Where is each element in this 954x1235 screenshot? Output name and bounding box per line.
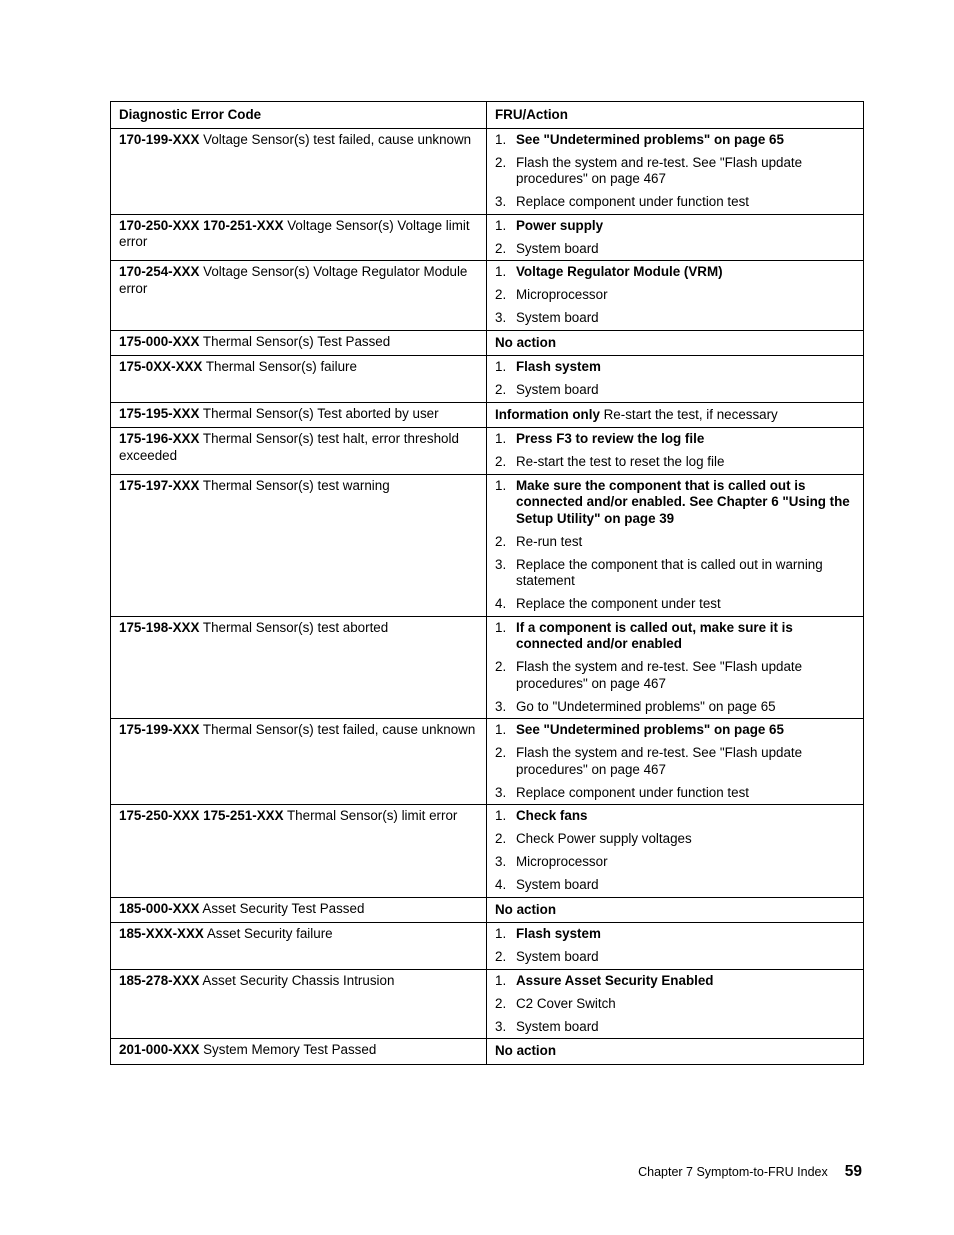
page-footer xyxy=(638,1163,862,1181)
action-text: See "Undetermined problems" on page 65 xyxy=(516,722,784,737)
error-code-cell xyxy=(111,474,487,616)
error-code: 185-278-XXX xyxy=(119,972,200,988)
action-number: 1. xyxy=(495,808,507,823)
action-list xyxy=(495,620,855,716)
action-number: 1. xyxy=(495,722,507,737)
action-text: System board xyxy=(516,382,599,397)
error-code-cell xyxy=(111,1039,487,1065)
action-text: C2 Cover Switch xyxy=(516,995,616,1011)
error-description: Asset Security Test Passed xyxy=(199,900,365,916)
error-description: Thermal Sensor(s) test failed, cause unknown xyxy=(199,722,476,737)
action-number: 3. xyxy=(495,556,507,572)
action-text: Re-run test xyxy=(516,533,583,549)
action-item xyxy=(495,596,855,613)
action-item xyxy=(495,745,855,778)
action-list xyxy=(495,431,855,471)
error-code: 175-196-XXX xyxy=(119,431,200,446)
action-text: Replace component under function test xyxy=(516,194,749,209)
action-list xyxy=(495,722,855,801)
chapter-title: Chapter 7 Symptom-to-FRU Index xyxy=(638,1165,828,1179)
action-item xyxy=(495,996,855,1013)
error-code: 170-254-XXX xyxy=(119,264,200,279)
error-description: Thermal Sensor(s) limit error xyxy=(283,808,458,823)
error-code-cell xyxy=(111,214,487,261)
error-code: 175-199-XXX xyxy=(119,722,200,737)
action-list xyxy=(495,478,855,613)
error-code-cell xyxy=(111,719,487,805)
action-text: Flash the system and re-test. See "Flash update procedures" on page 467 xyxy=(516,745,803,777)
error-code: 175-198-XXX xyxy=(119,619,200,635)
action-item xyxy=(495,382,855,399)
action-number: 1. xyxy=(495,431,507,446)
action-item xyxy=(495,310,855,327)
error-code-cell xyxy=(111,428,487,475)
action-number: 1. xyxy=(495,217,507,233)
error-code: 170-199-XXX xyxy=(119,131,200,147)
error-description: Voltage Sensor(s) test failed, cause unknown xyxy=(199,131,472,147)
error-description: Asset Security failure xyxy=(203,926,333,941)
action-item xyxy=(495,699,855,716)
action-item xyxy=(495,241,855,258)
table-row xyxy=(111,969,864,1039)
action-item xyxy=(495,132,855,149)
action-text: System board xyxy=(516,949,599,964)
action-number: 3. xyxy=(495,1018,507,1034)
action-item xyxy=(495,785,855,802)
action-text: Flash the system and re-test. See "Flash update procedures" on page 467 xyxy=(516,154,803,186)
fru-action-cell xyxy=(487,428,864,475)
action-text: Microprocessor xyxy=(516,287,608,302)
action-text: Replace the component that is called out in warning statement xyxy=(516,556,823,588)
error-code-cell xyxy=(111,128,487,214)
action-number: 2. xyxy=(495,154,507,170)
error-description: Thermal Sensor(s) Test Passed xyxy=(199,333,391,349)
action-item xyxy=(495,534,855,551)
error-description: System Memory Test Passed xyxy=(199,1042,377,1057)
error-description: Thermal Sensor(s) failure xyxy=(202,359,357,374)
action-text: System board xyxy=(516,240,599,256)
fru-action-cell xyxy=(487,897,864,923)
action-item xyxy=(495,287,855,304)
error-code: 175-197-XXX xyxy=(119,477,200,493)
table-row xyxy=(111,402,864,428)
action-number: 1. xyxy=(495,359,507,374)
fru-action-cell xyxy=(487,616,864,719)
action-number: 3. xyxy=(495,310,507,325)
error-code: 185-XXX-XXX xyxy=(119,926,204,941)
action-text: Flash system xyxy=(516,926,601,941)
action-number: 2. xyxy=(495,659,507,674)
action-text: System board xyxy=(516,1018,599,1034)
action-list xyxy=(495,132,855,211)
action-item xyxy=(495,854,855,871)
error-description: Thermal Sensor(s) test aborted xyxy=(199,619,389,635)
action-text: If a component is called out, make sure it is connected and/or enabled xyxy=(516,619,793,651)
error-description: Thermal Sensor(s) Test aborted by user xyxy=(199,405,439,421)
action-item xyxy=(495,831,855,848)
fru-action-cell xyxy=(487,719,864,805)
table-row xyxy=(111,923,864,970)
action-label: Information only xyxy=(495,406,600,422)
action-number: 1. xyxy=(495,926,507,941)
action-number: 3. xyxy=(495,854,507,869)
action-list xyxy=(495,359,855,399)
action-number: 1. xyxy=(495,131,507,147)
error-code: 185-000-XXX xyxy=(119,900,200,916)
action-number: 1. xyxy=(495,619,507,635)
table-row xyxy=(111,897,864,923)
table-row xyxy=(111,214,864,261)
error-description: Voltage Sensor(s) Voltage limit error xyxy=(119,217,470,249)
error-code: 175-250-XXX 175-251-XXX xyxy=(119,808,284,823)
table-row xyxy=(111,128,864,214)
fru-action-cell xyxy=(487,923,864,970)
action-list xyxy=(495,264,855,327)
action-text: Flash the system and re-test. See "Flash update procedures" on page 467 xyxy=(516,659,803,691)
error-description: Voltage Sensor(s) Voltage Regulator Module error xyxy=(119,264,468,296)
action-list xyxy=(495,973,855,1036)
table-row xyxy=(111,719,864,805)
column-header-code: Diagnostic Error Code xyxy=(111,102,487,129)
action-text: Replace component under function test xyxy=(516,784,749,800)
action-number: 2. xyxy=(495,240,507,256)
action-number: 2. xyxy=(495,454,507,469)
action-number: 2. xyxy=(495,382,507,397)
action-text: Microprocessor xyxy=(516,854,608,869)
error-code: 170-250-XXX 170-251-XXX xyxy=(119,217,284,233)
action-number: 1. xyxy=(495,264,507,279)
action-item xyxy=(495,155,855,188)
error-code-cell xyxy=(111,923,487,970)
action-number: 2. xyxy=(495,831,507,846)
action-number: 2. xyxy=(495,995,507,1011)
table-body xyxy=(111,128,864,1064)
table-row xyxy=(111,428,864,475)
action-number: 2. xyxy=(495,745,507,760)
action-text: See "Undetermined problems" on page 65 xyxy=(516,131,784,147)
page-number: 59 xyxy=(844,1163,862,1180)
table-row xyxy=(111,330,864,356)
error-code-cell xyxy=(111,969,487,1039)
error-code: 175-0XX-XXX xyxy=(119,359,203,374)
table-row xyxy=(111,356,864,403)
action-item xyxy=(495,454,855,471)
action-list xyxy=(495,926,855,966)
fru-action-cell xyxy=(487,474,864,616)
table-row xyxy=(111,1039,864,1065)
action-label: No action xyxy=(495,901,557,917)
action-number: 3. xyxy=(495,698,507,714)
fru-action-cell xyxy=(487,969,864,1039)
action-list xyxy=(495,808,855,894)
error-code-cell xyxy=(111,402,487,428)
action-item xyxy=(495,194,855,211)
action-item xyxy=(495,264,855,281)
fru-action-cell xyxy=(487,330,864,356)
action-item xyxy=(495,973,855,990)
action-item xyxy=(495,218,855,235)
fru-action-cell xyxy=(487,214,864,261)
action-text: Check fans xyxy=(516,808,588,823)
table-row xyxy=(111,474,864,616)
action-item xyxy=(495,949,855,966)
action-text: Assure Asset Security Enabled xyxy=(516,972,714,988)
action-note: Re-start the test, if necessary xyxy=(599,406,778,422)
error-code-cell xyxy=(111,805,487,898)
action-item xyxy=(495,1019,855,1036)
fru-action-cell xyxy=(487,128,864,214)
action-item xyxy=(495,877,855,894)
error-description: Thermal Sensor(s) test warning xyxy=(199,477,390,493)
fru-action-cell xyxy=(487,805,864,898)
action-item xyxy=(495,926,855,943)
action-number: 1. xyxy=(495,972,507,988)
column-header-action: FRU/Action xyxy=(487,102,864,129)
action-list xyxy=(495,218,855,258)
error-code-cell xyxy=(111,897,487,923)
diagnostic-error-table xyxy=(110,101,864,1065)
action-item xyxy=(495,659,855,692)
action-text: Re-start the test to reset the log file xyxy=(516,454,725,469)
fru-action-cell xyxy=(487,402,864,428)
action-text: Make sure the component that is called out is connected and/or enabled. See Chapter 6 "Using the Setup Utility" on page 39 xyxy=(516,477,850,526)
action-item xyxy=(495,722,855,739)
error-description: Thermal Sensor(s) test halt, error threshold exceeded xyxy=(119,431,459,463)
error-code: 175-195-XXX xyxy=(119,405,200,421)
action-text: Power supply xyxy=(516,217,604,233)
fru-action-cell xyxy=(487,261,864,331)
action-text: Replace the component under test xyxy=(516,596,721,611)
table-row xyxy=(111,616,864,719)
action-label: No action xyxy=(495,334,557,350)
action-number: 1. xyxy=(495,477,507,493)
action-item xyxy=(495,620,855,653)
action-text: Voltage Regulator Module (VRM) xyxy=(516,264,723,279)
error-code-cell xyxy=(111,261,487,331)
action-text: Check Power supply voltages xyxy=(516,831,692,846)
action-item xyxy=(495,808,855,825)
fru-action-cell xyxy=(487,1039,864,1065)
action-text: Go to "Undetermined problems" on page 65 xyxy=(516,698,776,714)
error-code-cell xyxy=(111,356,487,403)
action-number: 4. xyxy=(495,877,507,892)
action-text: System board xyxy=(516,310,599,325)
table-row xyxy=(111,261,864,331)
error-code-cell xyxy=(111,616,487,719)
error-code-cell xyxy=(111,330,487,356)
action-number: 2. xyxy=(495,287,507,302)
action-item xyxy=(495,431,855,448)
action-label: No action xyxy=(495,1043,557,1058)
error-description: Asset Security Chassis Intrusion xyxy=(199,972,395,988)
fru-action-cell xyxy=(487,356,864,403)
action-number: 3. xyxy=(495,784,507,800)
table-row xyxy=(111,805,864,898)
action-item xyxy=(495,478,855,528)
error-code: 201-000-XXX xyxy=(119,1042,200,1057)
action-number: 4. xyxy=(495,596,507,611)
action-text: Press F3 to review the log file xyxy=(516,431,705,446)
error-code: 175-000-XXX xyxy=(119,333,200,349)
action-number: 3. xyxy=(495,194,507,209)
action-item xyxy=(495,359,855,376)
action-number: 2. xyxy=(495,949,507,964)
action-text: System board xyxy=(516,877,599,892)
action-item xyxy=(495,557,855,590)
action-text: Flash system xyxy=(516,359,601,374)
action-number: 2. xyxy=(495,533,507,549)
table-header-row xyxy=(111,102,864,129)
